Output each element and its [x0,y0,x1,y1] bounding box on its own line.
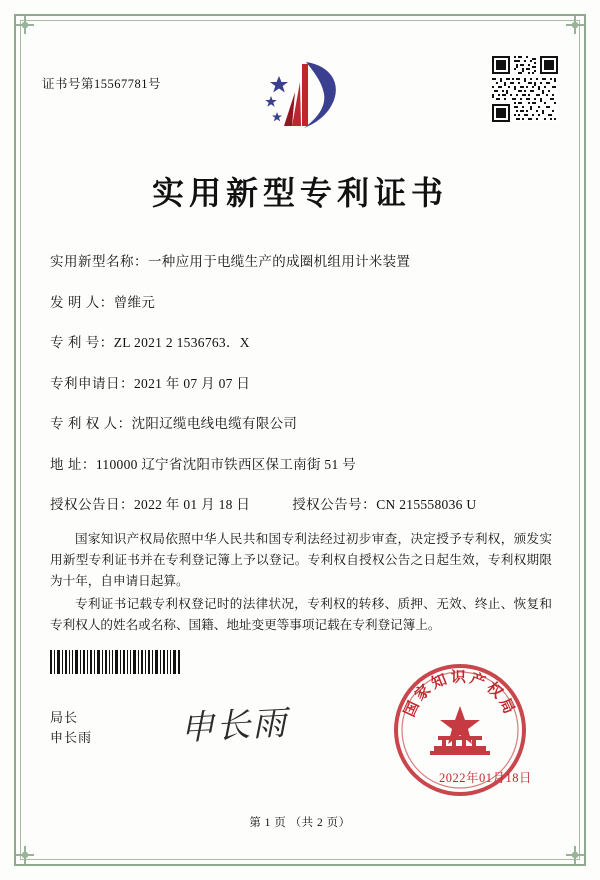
field-value: 2021 年 07 月 07 日 [134,375,251,391]
corner-ornament-top-right [562,12,588,38]
qr-code-icon [492,56,558,122]
field-application-date [50,372,560,392]
grant-date-label: 授权公告日： [50,497,134,512]
field-label: 专 利 号： [50,335,114,350]
certificate-fields [40,250,560,513]
field-patentee [50,412,560,432]
director-label: 局长 [50,710,79,725]
barcode-icon [50,650,180,674]
corner-ornament-bottom-left [12,842,38,868]
corner-ornament-top-left [12,12,38,38]
field-value: 110000 辽宁省沈阳市铁西区保工南街 51 号 [95,456,356,472]
svg-text:国家知识产权局: 国家知识产权局 [401,669,519,720]
field-grant-row [50,493,560,513]
cnipa-logo-icon [262,56,348,134]
page-title: 实用新型专利证书 [151,175,448,211]
field-patent-number [50,331,560,351]
field-utility-model-name [50,250,560,270]
certificate-header [40,46,560,146]
field-label: 地 址： [50,456,96,472]
field-value: 曾维元 [113,294,156,310]
director-block [50,708,92,748]
field-value: 一种应用于电缆生产的成圈机组用计米装置 [148,254,411,269]
corner-ornament-bottom-right [562,842,588,868]
field-label: 专利申请日： [50,375,134,391]
handwritten-signature: 申长雨 [179,705,290,748]
field-value: 沈阳辽缆电线电缆有限公司 [131,416,298,431]
field-label: 专 利 权 人： [50,416,132,431]
grant-number-value: CN 215558036 U [376,497,477,512]
page-number: 第 1 页 （共 2 页） [249,817,351,829]
certificate-footer-area [40,650,560,800]
legal-paragraph-1: 国家知识产权局依照中华人民共和国专利法经过初步审查，决定授予专利权，颁发实用新型专利证书并在专利登记簿上予以登记。专利权自授权公告之日起生效，专利权期限为十年，自申请日起算。 [50,532,552,588]
field-label: 实用新型名称： [50,254,148,269]
certificate-number: 证书号第15567781号 [42,77,162,91]
field-inventor [50,291,560,311]
seal-date: 2022年01月18日 [438,771,532,785]
director-name: 申长雨 [50,730,93,745]
legal-paragraph-2: 专利证书记载专利权登记时的法律状况，专利权的转移、质押、无效、终止、恢复和专利权人的姓名或名称、国籍、地址变更等事项记载在专利登记簿上。 [50,597,552,632]
legal-text [40,529,560,636]
field-label: 发 明 人： [50,294,114,310]
certificate-content [40,46,560,836]
field-value: ZL 2021 2 1536763．X [113,335,250,350]
grant-number-label: 授权公告号： [292,497,377,512]
grant-date-value: 2022 年 01 月 18 日 [134,497,251,512]
field-address [50,453,560,473]
